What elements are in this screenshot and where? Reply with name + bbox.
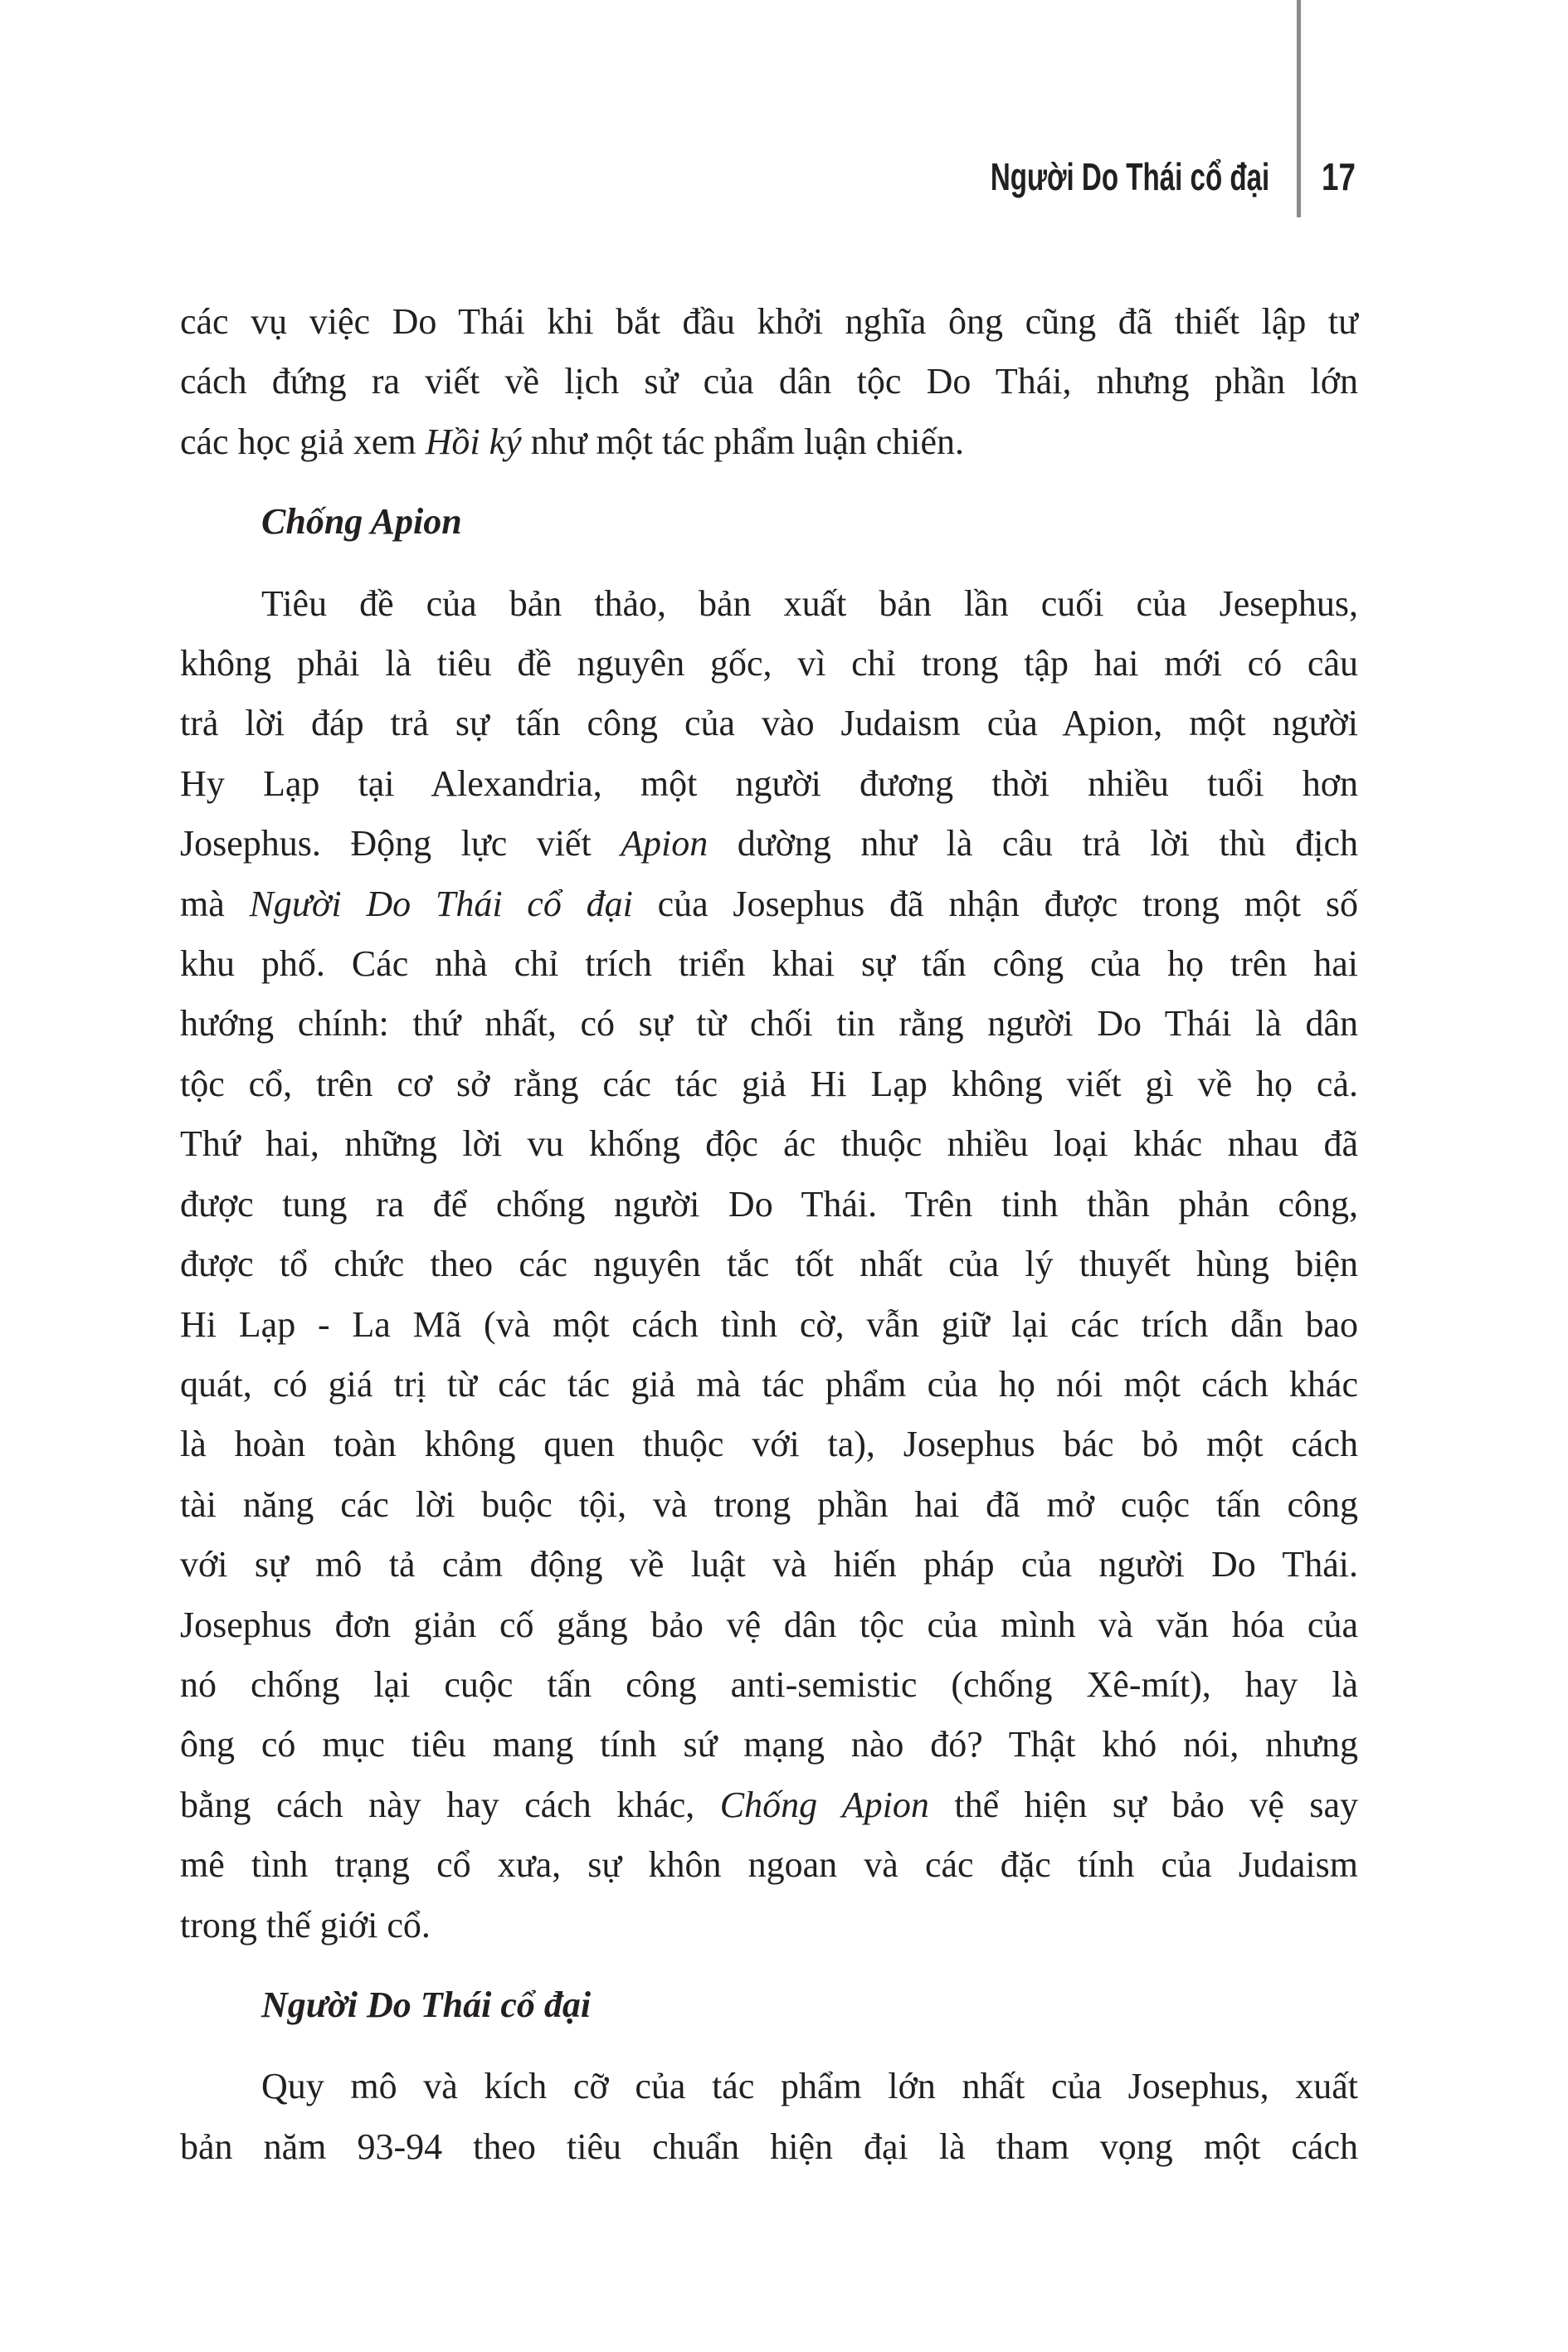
paragraph bbox=[180, 2057, 1358, 2177]
italic-title: Apion bbox=[621, 823, 709, 864]
text-line bbox=[180, 2057, 1358, 2116]
text-run: các vụ việc Do Thái khi bắt đầu khởi nghĩa ông cũng đã thiết lập tư bbox=[180, 301, 1358, 342]
text-run: Quy mô và kích cỡ của tác phẩm lớn nhất của Josephus, xuất bbox=[261, 2066, 1358, 2107]
text-run: hướng chính: thứ nhất, có sự từ chối tin rằng người Do Thái là dân bbox=[180, 1003, 1358, 1045]
text-line bbox=[180, 754, 1358, 814]
text-run: Thứ hai, những lời vu khống độc ác thuộc nhiều loại khác nhau đã bbox=[180, 1123, 1358, 1165]
text-run: mê tình trạng cổ xưa, sự khôn ngoan và các đặc tính của Judaism bbox=[180, 1844, 1358, 1886]
text-line bbox=[180, 1415, 1358, 1474]
text-line bbox=[180, 1475, 1358, 1535]
text-run: tài năng các lời buộc tội, và trong phần hai đã mở cuộc tấn công bbox=[180, 1483, 1358, 1525]
text-line bbox=[180, 1655, 1358, 1715]
text-run: như một tác phẩm luận chiến. bbox=[521, 421, 965, 462]
text-run: trong thế giới cổ. bbox=[180, 1904, 431, 1945]
text-line bbox=[180, 814, 1358, 874]
paragraph bbox=[180, 574, 1358, 1955]
text-run: bằng cách này hay cách khác, bbox=[180, 1784, 720, 1825]
text-line bbox=[180, 292, 1358, 352]
text-line bbox=[180, 352, 1358, 411]
text-line bbox=[180, 1835, 1358, 1895]
text-line bbox=[180, 694, 1358, 753]
paragraph bbox=[180, 292, 1358, 472]
text-run: Josephus đơn giản cố gắng bảo vệ dân tộc của mình và văn hóa của bbox=[180, 1604, 1358, 1645]
section-heading: Chống Apion bbox=[261, 501, 462, 543]
text-run: không phải là tiêu đề nguyên gốc, vì chỉ trong tập hai mới có câu bbox=[180, 643, 1358, 684]
text-run: trả lời đáp trả sự tấn công của vào Judaism của Apion, một người bbox=[180, 703, 1358, 744]
text-line bbox=[180, 1175, 1358, 1234]
text-run: dường như là câu trả lời thù địch bbox=[708, 823, 1358, 864]
italic-title: Chống Apion bbox=[719, 1784, 929, 1825]
italic-title: Người Do Thái cổ đại bbox=[249, 883, 633, 924]
body-text bbox=[180, 292, 1358, 2177]
text-line bbox=[180, 1295, 1358, 1355]
text-line bbox=[180, 1114, 1358, 1174]
text-line bbox=[180, 1234, 1358, 1294]
text-run: Josephus. Động lực viết bbox=[180, 823, 621, 864]
header-divider bbox=[1297, 0, 1301, 217]
text-line bbox=[180, 412, 1358, 472]
text-line bbox=[180, 1535, 1358, 1595]
text-run: được tung ra để chống người Do Thái. Trên tinh thần phản công, bbox=[180, 1183, 1358, 1225]
text-run: bản năm 93-94 theo tiêu chuẩn hiện đại là tham vọng một cách bbox=[180, 2126, 1358, 2167]
text-run: Hy Lạp tại Alexandria, một người đương thời nhiều tuổi hơn bbox=[180, 762, 1358, 804]
text-line bbox=[180, 1054, 1358, 1114]
text-run: ông có mục tiêu mang tính sứ mạng nào đó? Thật khó nói, nhưng bbox=[180, 1724, 1358, 1765]
text-run: của Josephus đã nhận được trong một số bbox=[632, 883, 1358, 924]
text-run: được tổ chức theo các nguyên tắc tốt nhất của lý thuyết hùng biện bbox=[180, 1244, 1358, 1285]
text-line bbox=[180, 1595, 1358, 1655]
text-line bbox=[180, 994, 1358, 1054]
text-run: quát, có giá trị từ các tác giả mà tác phẩm của họ nói một cách khác bbox=[180, 1363, 1358, 1405]
text-run: tộc cổ, trên cơ sở rằng các tác giả Hi Lạp không viết gì về họ cả. bbox=[180, 1063, 1358, 1104]
text-line bbox=[180, 874, 1358, 934]
text-run: cách đứng ra viết về lịch sử của dân tộc Do Thái, nhưng phần lớn bbox=[180, 361, 1358, 402]
text-run: Tiêu đề của bản thảo, bản xuất bản lần cuối của Jesephus, bbox=[261, 582, 1358, 624]
text-line bbox=[180, 934, 1358, 994]
text-run: với sự mô tả cảm động về luật và hiến pháp của người Do Thái. bbox=[180, 1544, 1358, 1585]
text-line bbox=[180, 1896, 1358, 1955]
text-run: là hoàn toàn không quen thuộc với ta), Josephus bác bỏ một cách bbox=[180, 1424, 1358, 1465]
text-run: các học giả xem bbox=[180, 421, 426, 462]
text-run: thể hiện sự bảo vệ say bbox=[928, 1784, 1358, 1825]
section-heading: Người Do Thái cổ đại bbox=[261, 1984, 592, 2025]
text-line bbox=[180, 634, 1358, 694]
running-title: Người Do Thái cổ đại bbox=[990, 155, 1269, 198]
text-line bbox=[180, 1775, 1358, 1835]
text-run: nó chống lại cuộc tấn công anti-semistic (chống Xê-mít), hay là bbox=[180, 1663, 1358, 1705]
text-run: mà bbox=[180, 883, 250, 924]
text-line bbox=[180, 1715, 1358, 1775]
page-number: 17 bbox=[1322, 155, 1356, 198]
text-run: khu phố. Các nhà chỉ trích triển khai sự tấn công của họ trên hai bbox=[180, 943, 1358, 985]
text-line bbox=[180, 1355, 1358, 1415]
text-run: Hi Lạp - La Mã (và một cách tình cờ, vẫn giữ lại các trích dẫn bao bbox=[180, 1303, 1358, 1345]
italic-title: Hồi ký bbox=[425, 421, 522, 462]
text-line bbox=[180, 574, 1358, 634]
text-line bbox=[180, 2117, 1358, 2177]
